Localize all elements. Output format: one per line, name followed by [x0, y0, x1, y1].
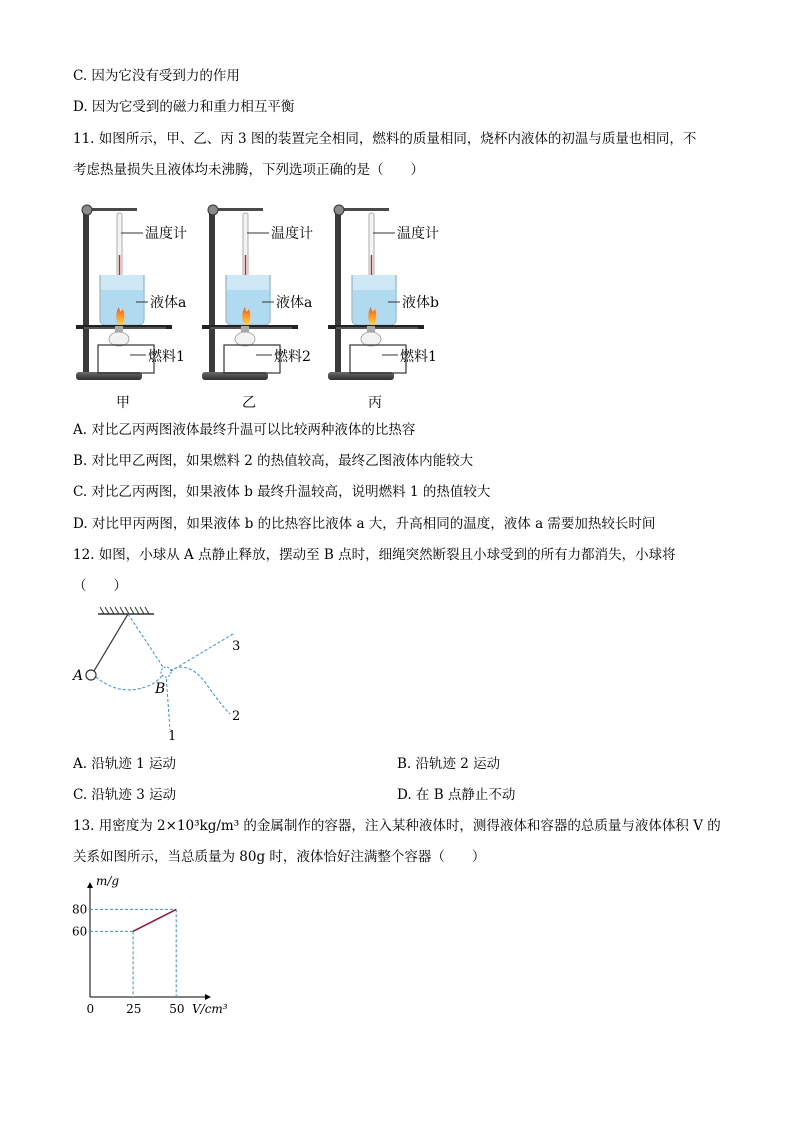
label-fuel: 燃料2 [274, 349, 311, 365]
label-track-1: 1 [168, 729, 177, 742]
y-axis-label: m/g [96, 875, 120, 888]
label-a: A [73, 668, 84, 684]
q11-option-c: C. 对比乙丙两图，如果液体 b 最终升温较高，说明燃料 1 的热值较大 [73, 484, 491, 500]
label-liquid: 液体b [402, 295, 439, 311]
caption-jia: 甲 [116, 395, 130, 411]
ball-a [86, 670, 96, 680]
string-at-b [128, 614, 165, 670]
q11-figure [70, 195, 470, 415]
q12-stem-line2: （ ） [73, 578, 127, 594]
q12-option-a: A. 沿轨迹 1 运动 [73, 756, 177, 772]
label-track-3: 3 [232, 639, 241, 654]
track-1 [166, 674, 170, 730]
label-b: B [155, 681, 166, 697]
q11-option-b: B. 对比甲乙两图，如果燃料 2 的热值较高，最终乙图液体内能较大 [73, 453, 474, 469]
q10-option-c: C. 因为它没有受到力的作用 [73, 68, 240, 84]
q12-option-c: C. 沿轨迹 3 运动 [73, 787, 177, 803]
q12-option-b: B. 沿轨迹 2 运动 [397, 756, 501, 772]
q12-pendulum-figure [70, 602, 270, 742]
q10-option-d: D. 因为它受到的磁力和重力相互平衡 [73, 99, 295, 115]
label-fuel: 燃料1 [400, 349, 437, 365]
apparatus-yi [202, 205, 313, 411]
ball-b [161, 667, 171, 677]
stand-pole [335, 208, 341, 378]
caption-bing: 丙 [368, 395, 382, 411]
q12-stem-line1: 12. 如图，小球从 A 点静止释放，摆动至 B 点时，细绳突然断裂且小球受到的所有力都消失，小球将 [73, 547, 676, 563]
y-tick-label: 80 [72, 902, 88, 917]
q11-stem-line1: 11. 如图所示，甲、乙、丙 3 图的装置完全相同，燃料的质量相同，烧杯内液体的初温与质量也相同，不 [73, 131, 697, 147]
stand-pole [209, 208, 215, 378]
track-2 [166, 667, 230, 714]
q13-chart [70, 875, 250, 1015]
label-thermometer: 温度计 [271, 226, 313, 242]
x-tick-label: 0 [86, 1002, 95, 1015]
track-3 [166, 634, 233, 674]
q11-option-a: A. 对比乙丙两图液体最终升温可以比较两种液体的比热容 [73, 422, 416, 438]
x-tick-label: 50 [169, 1002, 185, 1015]
q12-option-d: D. 在 B 点静止不动 [397, 787, 516, 803]
q11-stem-line2: 考虑热量损失且液体均未沸腾，下列选项正确的是（ ） [73, 162, 424, 178]
clamp-arm [215, 208, 263, 211]
apparatus-jia [76, 205, 187, 411]
label-thermometer: 温度计 [145, 226, 187, 242]
stand-pole [83, 208, 89, 378]
string-at-a [94, 614, 128, 671]
x-axis-arrow [205, 994, 211, 1000]
y-tick-label: 60 [72, 924, 88, 939]
y-axis-arrow [87, 882, 93, 888]
ceiling-hatch [100, 607, 149, 614]
burner-icon [109, 332, 129, 346]
clamp-knob [82, 205, 92, 215]
label-liquid: 液体a [150, 295, 187, 311]
q13-stem-line1: 13. 用密度为 2×10³kg/m³ 的金属制作的容器，注入某种液体时，测得液体和容器的总质量与液体体积 V 的 [73, 818, 721, 834]
label-thermometer: 温度计 [397, 226, 439, 242]
series-line [133, 909, 176, 931]
label-track-2: 2 [232, 709, 241, 724]
x-tick-label: 25 [126, 1002, 142, 1015]
label-fuel: 燃料1 [148, 349, 185, 365]
burner-icon [235, 332, 255, 346]
apparatus-bing [328, 205, 439, 411]
q11-option-d: D. 对比甲丙两图，如果液体 b 的比热容比液体 a 大，升高相同的温度，液体 a 需要加热较长时间 [73, 516, 656, 532]
clamp-arm [89, 208, 137, 211]
label-liquid: 液体a [276, 295, 313, 311]
burner-icon [361, 332, 381, 346]
clamp-knob [334, 205, 344, 215]
clamp-arm [341, 208, 389, 211]
caption-yi: 乙 [242, 395, 256, 411]
q13-stem-line2: 关系如图所示，当总质量为 80g 时，液体恰好注满整个容器（ ） [73, 849, 486, 865]
x-axis-label: V/cm³ [192, 1002, 228, 1015]
clamp-knob [208, 205, 218, 215]
